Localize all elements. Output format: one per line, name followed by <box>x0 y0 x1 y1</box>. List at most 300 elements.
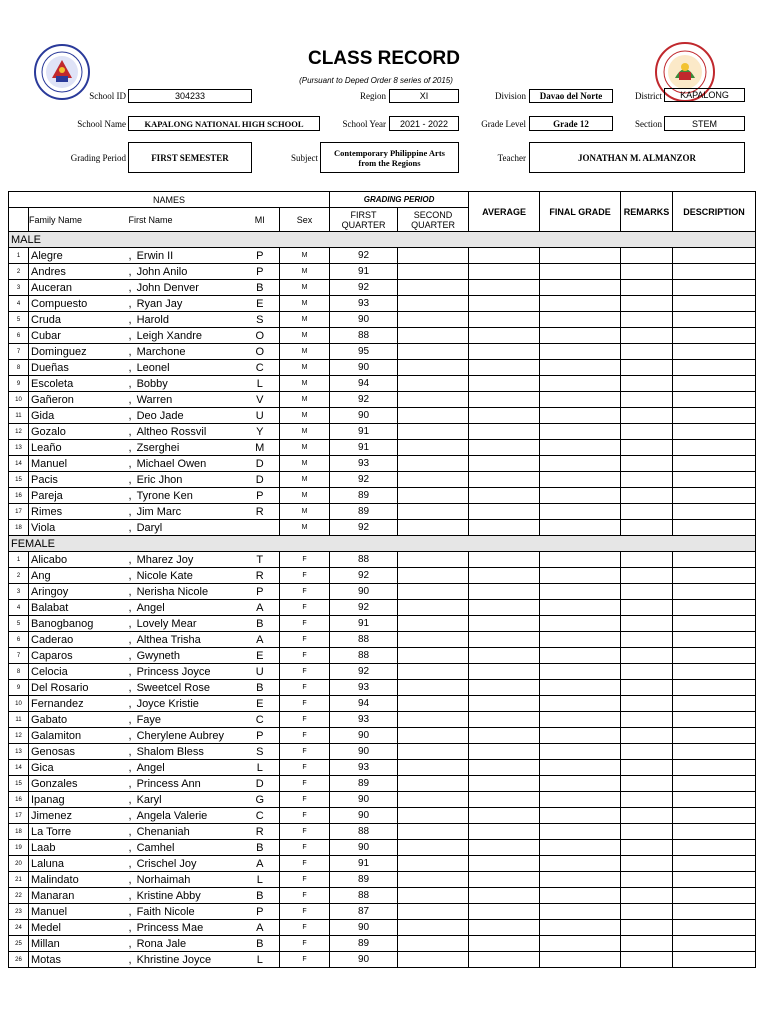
mi-cell: P <box>241 264 280 280</box>
school-year-field: 2021 - 2022 <box>389 116 459 131</box>
name-separator: , <box>128 249 132 262</box>
remarks-cell <box>621 376 673 392</box>
family-name-cell: Millan <box>29 936 129 952</box>
school-name-field: KAPALONG NATIONAL HIGH SCHOOL <box>128 116 320 131</box>
grading-period-label: Grading Period <box>70 153 126 163</box>
second-quarter-cell <box>398 696 469 712</box>
remarks-cell <box>621 296 673 312</box>
page-title: CLASS RECORD <box>307 48 460 69</box>
student-row <box>9 488 756 504</box>
first-quarter-cell: 92 <box>330 568 398 584</box>
mi-cell: E <box>241 696 280 712</box>
first-name-text: Marchone <box>136 345 186 358</box>
description-cell <box>673 552 756 568</box>
sex-cell: M <box>280 264 330 280</box>
student-row <box>9 456 756 472</box>
first-name-text: Bobby <box>136 377 168 390</box>
first-name-cell <box>129 280 241 296</box>
first-quarter-cell: 90 <box>330 312 398 328</box>
first-name-text: Angel <box>136 761 165 774</box>
second-quarter-cell <box>398 552 469 568</box>
family-name-cell: Dueñas <box>29 360 129 376</box>
final-grade-cell <box>540 344 621 360</box>
first-name-cell <box>129 664 241 680</box>
second-quarter-cell <box>398 440 469 456</box>
first-name-cell <box>129 824 241 840</box>
second-quarter-cell <box>398 920 469 936</box>
row-number: 12 <box>9 424 29 440</box>
page-subtitle: (Pursuant to Deped Order 8 series of 2015) <box>299 76 453 85</box>
second-quarter-cell <box>398 856 469 872</box>
sex-cell: M <box>280 456 330 472</box>
description-header: DESCRIPTION <box>673 192 756 232</box>
first-quarter-cell: 87 <box>330 904 398 920</box>
first-quarter-cell: 90 <box>330 792 398 808</box>
mi-cell: T <box>241 552 280 568</box>
row-number: 26 <box>9 952 29 968</box>
name-separator: , <box>128 265 132 278</box>
sex-cell: M <box>280 520 330 536</box>
mi-cell: L <box>241 760 280 776</box>
average-cell <box>469 888 540 904</box>
row-number: 14 <box>9 456 29 472</box>
name-separator: , <box>128 601 132 614</box>
mi-cell: L <box>241 376 280 392</box>
first-quarter-cell: 93 <box>330 680 398 696</box>
sex-cell: F <box>280 680 330 696</box>
family-name-cell: Cruda <box>29 312 129 328</box>
name-separator: , <box>128 841 132 854</box>
average-cell <box>469 808 540 824</box>
family-name-cell: Viola <box>29 520 129 536</box>
family-name-cell: Pacis <box>29 472 129 488</box>
final-grade-cell <box>540 792 621 808</box>
description-cell <box>673 392 756 408</box>
first-name-cell <box>129 504 241 520</box>
first-name-text: Joyce Kristie <box>136 697 199 710</box>
second-quarter-cell <box>398 888 469 904</box>
family-name-cell: Laluna <box>29 856 129 872</box>
first-name-text: Faith Nicole <box>136 905 195 918</box>
first-quarter-cell: 94 <box>330 376 398 392</box>
sex-cell: M <box>280 440 330 456</box>
mi-cell: O <box>241 344 280 360</box>
second-quarter-cell <box>398 728 469 744</box>
family-name-cell: Andres <box>29 264 129 280</box>
mi-cell: P <box>241 584 280 600</box>
average-cell <box>469 376 540 392</box>
first-name-cell <box>129 520 241 536</box>
final-grade-cell <box>540 680 621 696</box>
student-row <box>9 552 756 568</box>
average-cell <box>469 664 540 680</box>
first-name-cell <box>129 248 241 264</box>
family-name-cell: Fernandez <box>29 696 129 712</box>
final-grade-cell <box>540 632 621 648</box>
remarks-cell <box>621 248 673 264</box>
average-cell <box>469 584 540 600</box>
first-name-cell <box>129 424 241 440</box>
second-quarter-cell <box>398 680 469 696</box>
second-quarter-cell <box>398 264 469 280</box>
name-separator: , <box>128 905 132 918</box>
mi-cell: B <box>241 888 280 904</box>
family-name-cell: Escoleta <box>29 376 129 392</box>
sex-cell: M <box>280 248 330 264</box>
first-name-text: Faye <box>136 713 162 726</box>
mi-cell: P <box>241 248 280 264</box>
first-name-text: Kristine Abby <box>136 889 201 902</box>
family-name-cell: Manaran <box>29 888 129 904</box>
second-quarter-cell <box>398 392 469 408</box>
sex-cell: F <box>280 792 330 808</box>
student-row <box>9 712 756 728</box>
final-grade-cell <box>540 728 621 744</box>
second-quarter-cell <box>398 792 469 808</box>
first-name-cell <box>129 696 241 712</box>
sex-cell: F <box>280 600 330 616</box>
second-quarter-cell <box>398 776 469 792</box>
second-quarter-cell <box>398 840 469 856</box>
row-number: 7 <box>9 648 29 664</box>
school-name-label: School Name <box>77 119 126 129</box>
first-quarter-cell: 88 <box>330 328 398 344</box>
final-grade-cell <box>540 568 621 584</box>
district-label: District <box>635 91 662 101</box>
final-grade-cell <box>540 888 621 904</box>
first-name-cell <box>129 440 241 456</box>
second-quarter-cell <box>398 744 469 760</box>
sex-cell: F <box>280 840 330 856</box>
first-name-text: Princess Joyce <box>136 665 211 678</box>
description-cell <box>673 616 756 632</box>
student-row <box>9 936 756 952</box>
second-quarter-cell <box>398 632 469 648</box>
remarks-cell <box>621 664 673 680</box>
remarks-cell <box>621 920 673 936</box>
section-field: STEM <box>664 116 745 131</box>
row-number: 19 <box>9 840 29 856</box>
family-name-cell: Jimenez <box>29 808 129 824</box>
second-quarter-cell <box>398 712 469 728</box>
family-name-cell: La Torre <box>29 824 129 840</box>
average-cell <box>469 520 540 536</box>
remarks-cell <box>621 280 673 296</box>
sex-cell: F <box>280 632 330 648</box>
name-separator: , <box>128 857 132 870</box>
first-name-text: Angela Valerie <box>136 809 208 822</box>
final-grade-cell <box>540 552 621 568</box>
first-name-text: Zserghei <box>136 441 180 454</box>
student-row <box>9 952 756 968</box>
family-name-cell: Laab <box>29 840 129 856</box>
student-row <box>9 760 756 776</box>
family-name-cell: Leaño <box>29 440 129 456</box>
row-number: 11 <box>9 408 29 424</box>
remarks-cell <box>621 600 673 616</box>
remarks-cell <box>621 840 673 856</box>
record-body <box>9 232 756 968</box>
description-cell <box>673 328 756 344</box>
mi-cell: P <box>241 904 280 920</box>
family-name-cell: Balabat <box>29 600 129 616</box>
row-number: 13 <box>9 440 29 456</box>
remarks-cell <box>621 328 673 344</box>
mi-cell: R <box>241 824 280 840</box>
second-quarter-cell <box>398 312 469 328</box>
first-quarter-cell: 90 <box>330 920 398 936</box>
mi-cell: E <box>241 296 280 312</box>
first-quarter-cell: 90 <box>330 952 398 968</box>
remarks-cell <box>621 792 673 808</box>
first-name-cell <box>129 600 241 616</box>
family-name-cell: Motas <box>29 952 129 968</box>
first-quarter-cell: 91 <box>330 440 398 456</box>
sex-cell: M <box>280 360 330 376</box>
row-number: 14 <box>9 760 29 776</box>
final-grade-cell <box>540 264 621 280</box>
remarks-cell <box>621 312 673 328</box>
sex-cell: F <box>280 776 330 792</box>
student-row <box>9 696 756 712</box>
name-separator: , <box>128 649 132 662</box>
student-row <box>9 600 756 616</box>
description-cell <box>673 472 756 488</box>
second-quarter-cell <box>398 456 469 472</box>
division-field: Davao del Norte <box>529 89 613 103</box>
family-name-cell: Gabato <box>29 712 129 728</box>
average-cell <box>469 872 540 888</box>
sex-cell: M <box>280 392 330 408</box>
remarks-cell <box>621 888 673 904</box>
average-cell <box>469 936 540 952</box>
remarks-cell <box>621 424 673 440</box>
first-quarter-cell: 91 <box>330 264 398 280</box>
first-name-cell <box>129 920 241 936</box>
description-cell <box>673 680 756 696</box>
first-name-cell <box>129 568 241 584</box>
remarks-cell <box>621 824 673 840</box>
description-cell <box>673 904 756 920</box>
row-number: 18 <box>9 520 29 536</box>
family-name-cell: Celocia <box>29 664 129 680</box>
final-grade-cell <box>540 776 621 792</box>
second-quarter-cell <box>398 280 469 296</box>
name-separator: , <box>128 665 132 678</box>
second-quarter-cell <box>398 408 469 424</box>
remarks-cell <box>621 360 673 376</box>
family-name-cell: Alegre <box>29 248 129 264</box>
first-name-text: Warren <box>136 393 173 406</box>
sex-cell: F <box>280 856 330 872</box>
second-quarter-cell <box>398 520 469 536</box>
first-quarter-cell: 93 <box>330 456 398 472</box>
male-section-label: MALE <box>9 232 756 248</box>
family-name-cell: Alicabo <box>29 552 129 568</box>
average-cell <box>469 728 540 744</box>
first-name-cell <box>129 392 241 408</box>
second-quarter-cell <box>398 952 469 968</box>
student-row <box>9 904 756 920</box>
name-separator: , <box>128 345 132 358</box>
second-quarter-cell <box>398 504 469 520</box>
row-number: 8 <box>9 360 29 376</box>
description-cell <box>673 520 756 536</box>
first-name-text: John Denver <box>136 281 199 294</box>
row-number: 25 <box>9 936 29 952</box>
mi-cell: D <box>241 776 280 792</box>
district-field: KAPALONG <box>664 88 745 102</box>
average-cell <box>469 456 540 472</box>
first-quarter-cell: 90 <box>330 840 398 856</box>
student-row <box>9 808 756 824</box>
second-quarter-cell <box>398 808 469 824</box>
first-quarter-cell: 92 <box>330 248 398 264</box>
remarks-cell <box>621 936 673 952</box>
average-cell <box>469 920 540 936</box>
second-quarter-cell <box>398 616 469 632</box>
description-cell <box>673 440 756 456</box>
description-cell <box>673 728 756 744</box>
remarks-cell <box>621 440 673 456</box>
region-label: Region <box>360 91 386 101</box>
first-name-cell <box>129 760 241 776</box>
student-row <box>9 440 756 456</box>
female-section <box>9 536 756 552</box>
first-quarter-cell: 92 <box>330 600 398 616</box>
family-name-cell: Manuel <box>29 904 129 920</box>
first-quarter-cell: 91 <box>330 856 398 872</box>
first-name-cell <box>129 344 241 360</box>
student-row <box>9 728 756 744</box>
name-separator: , <box>128 489 132 502</box>
family-name-cell: Del Rosario <box>29 680 129 696</box>
average-cell <box>469 616 540 632</box>
first-name-text: Leigh Xandre <box>136 329 203 342</box>
first-name-cell <box>129 840 241 856</box>
student-row <box>9 680 756 696</box>
first-name-header: First Name <box>129 208 241 232</box>
second-quarter-cell <box>398 296 469 312</box>
remarks-cell <box>621 456 673 472</box>
first-name-text: Camhel <box>136 841 175 854</box>
mi-header: MI <box>241 208 280 232</box>
first-name-text: Erwin II <box>136 249 174 262</box>
second-quarter-cell <box>398 664 469 680</box>
name-separator: , <box>128 809 132 822</box>
name-separator: , <box>128 329 132 342</box>
average-cell <box>469 712 540 728</box>
remarks-cell <box>621 952 673 968</box>
average-cell <box>469 248 540 264</box>
description-cell <box>673 696 756 712</box>
student-row <box>9 632 756 648</box>
row-number: 11 <box>9 712 29 728</box>
first-name-text: Crischel Joy <box>136 857 197 870</box>
student-row <box>9 568 756 584</box>
first-name-cell <box>129 264 241 280</box>
remarks-cell <box>621 696 673 712</box>
row-number: 24 <box>9 920 29 936</box>
row-number: 17 <box>9 504 29 520</box>
final-grade-header: FINAL GRADE <box>540 192 621 232</box>
average-cell <box>469 648 540 664</box>
family-name-cell: Galamiton <box>29 728 129 744</box>
average-cell <box>469 296 540 312</box>
remarks-cell <box>621 392 673 408</box>
average-cell <box>469 424 540 440</box>
first-name-cell <box>129 632 241 648</box>
row-number: 13 <box>9 744 29 760</box>
description-cell <box>673 424 756 440</box>
sex-cell: F <box>280 808 330 824</box>
sex-cell: F <box>280 872 330 888</box>
description-cell <box>673 408 756 424</box>
first-name-cell <box>129 648 241 664</box>
final-grade-cell <box>540 584 621 600</box>
student-row <box>9 408 756 424</box>
subject-field: Contemporary Philippine Arts from the Regions <box>320 142 459 173</box>
remarks-cell <box>621 872 673 888</box>
final-grade-cell <box>540 296 621 312</box>
row-number: 7 <box>9 344 29 360</box>
name-separator: , <box>128 713 132 726</box>
final-grade-cell <box>540 488 621 504</box>
first-quarter-cell: 89 <box>330 872 398 888</box>
sex-cell: F <box>280 728 330 744</box>
average-cell <box>469 344 540 360</box>
row-number: 1 <box>9 552 29 568</box>
student-row <box>9 520 756 536</box>
description-cell <box>673 584 756 600</box>
name-separator: , <box>128 825 132 838</box>
student-row <box>9 792 756 808</box>
family-name-cell: Rimes <box>29 504 129 520</box>
sex-cell: F <box>280 616 330 632</box>
second-quarter-cell <box>398 584 469 600</box>
second-quarter-cell <box>398 600 469 616</box>
student-row <box>9 776 756 792</box>
remarks-cell <box>621 344 673 360</box>
first-name-text: Mharez Joy <box>136 553 194 566</box>
final-grade-cell <box>540 696 621 712</box>
final-grade-cell <box>540 520 621 536</box>
section-label: Section <box>635 119 662 129</box>
student-row <box>9 360 756 376</box>
final-grade-cell <box>540 872 621 888</box>
sex-cell: F <box>280 696 330 712</box>
row-number: 16 <box>9 488 29 504</box>
row-number: 2 <box>9 568 29 584</box>
family-name-cell: Gica <box>29 760 129 776</box>
mi-cell: B <box>241 936 280 952</box>
description-cell <box>673 808 756 824</box>
row-number: 4 <box>9 296 29 312</box>
final-grade-cell <box>540 280 621 296</box>
mi-cell: R <box>241 568 280 584</box>
name-separator: , <box>128 425 132 438</box>
description-cell <box>673 776 756 792</box>
description-cell <box>673 712 756 728</box>
student-row <box>9 920 756 936</box>
row-number: 2 <box>9 264 29 280</box>
mi-cell: Y <box>241 424 280 440</box>
family-name-cell: Caparos <box>29 648 129 664</box>
first-name-text: Harold <box>136 313 169 326</box>
final-grade-cell <box>540 424 621 440</box>
name-separator: , <box>128 569 132 582</box>
grade-level-field: Grade 12 <box>529 116 613 131</box>
